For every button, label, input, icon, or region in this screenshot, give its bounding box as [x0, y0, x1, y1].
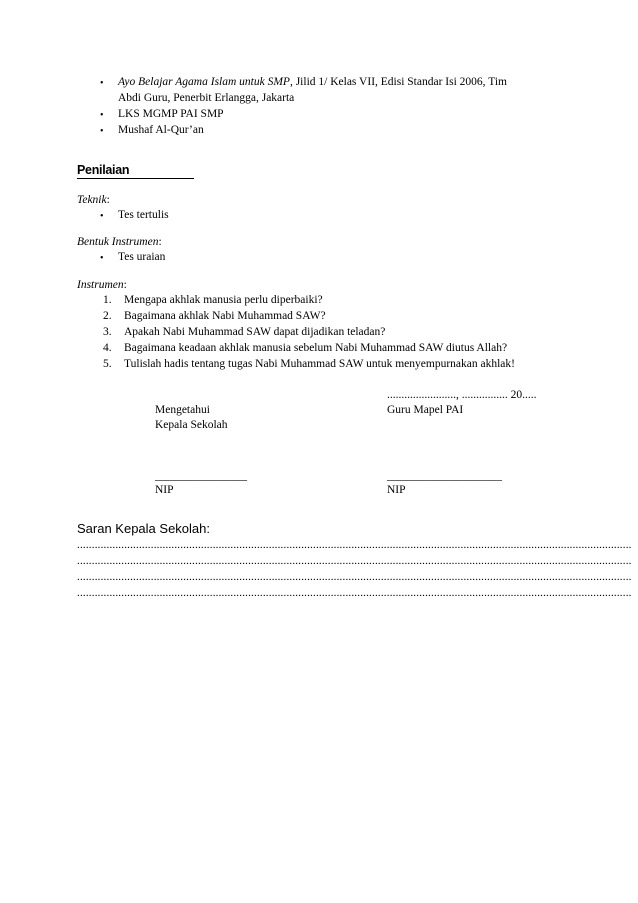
left-signature-subtitle: Kepala Sekolah [155, 419, 228, 431]
question-number: 4. [103, 342, 112, 354]
bullet-icon: • [100, 126, 104, 137]
question-text: Bagaimana akhlak Nabi Muhammad SAW? [124, 310, 326, 322]
left-nip: NIP [155, 484, 174, 496]
question-number: 3. [103, 326, 112, 338]
bullet-icon: • [100, 211, 104, 222]
bentuk-label: Bentuk Instrumen: [77, 236, 162, 248]
question-text: Bagaimana keadaan akhlak manusia sebelum Nabi Muhammad SAW diutus Allah? [124, 342, 508, 354]
question-text: Apakah Nabi Muhammad SAW dapat dijadikan teladan? [124, 326, 386, 338]
question-number: 2. [103, 310, 112, 322]
question-text: Mengapa akhlak manusia perlu diperbaiki? [124, 294, 323, 306]
bullet-icon: • [100, 253, 104, 264]
saran-label: Saran Kepala Sekolah: [77, 521, 210, 536]
left-signature-line: ________________ [155, 470, 247, 482]
reference-1 [118, 76, 507, 88]
dotted-line: ............................................................................................................................................................................................ [77, 539, 632, 551]
dotted-line: ............................................................................................................................................................................................ [77, 587, 632, 599]
right-signature-line: ____________________ [387, 470, 502, 482]
question-text: Tulislah hadis tentang tugas Nabi Muhammad SAW untuk menyempurnakan akhlak! [124, 358, 515, 370]
bullet-icon: • [100, 110, 104, 121]
teknik-label: Teknik: [77, 194, 110, 206]
question-number: 1. [103, 294, 112, 306]
left-signature-title: Mengetahui [155, 404, 210, 416]
section-heading: Penilaian [77, 163, 130, 177]
right-signature-title: Guru Mapel PAI [387, 404, 464, 416]
reference-2: LKS MGMP PAI SMP [118, 108, 224, 120]
book-title: Ayo Belajar Agama Islam untuk SMP [118, 76, 290, 88]
bullet-icon: • [100, 78, 104, 89]
heading-underline [77, 178, 194, 179]
right-nip: NIP [387, 484, 406, 496]
instrumen-label: Instrumen: [77, 279, 127, 291]
bentuk-item: Tes uraian [118, 251, 166, 263]
book-details: , Jilid 1/ Kelas VII, Edisi Standar Isi 2006, Tim [289, 76, 507, 88]
question-number: 5. [103, 358, 112, 370]
dotted-line: ............................................................................................................................................................................................ [77, 555, 632, 567]
date-line: ........................, ................ 20..... [387, 389, 537, 401]
teknik-item: Tes tertulis [118, 209, 169, 221]
reference-1-line2: Abdi Guru, Penerbit Erlangga, Jakarta [118, 92, 295, 104]
dotted-line: ............................................................................................................................................................................................ [77, 571, 632, 583]
reference-3: Mushaf Al-Qur’an [118, 124, 204, 136]
